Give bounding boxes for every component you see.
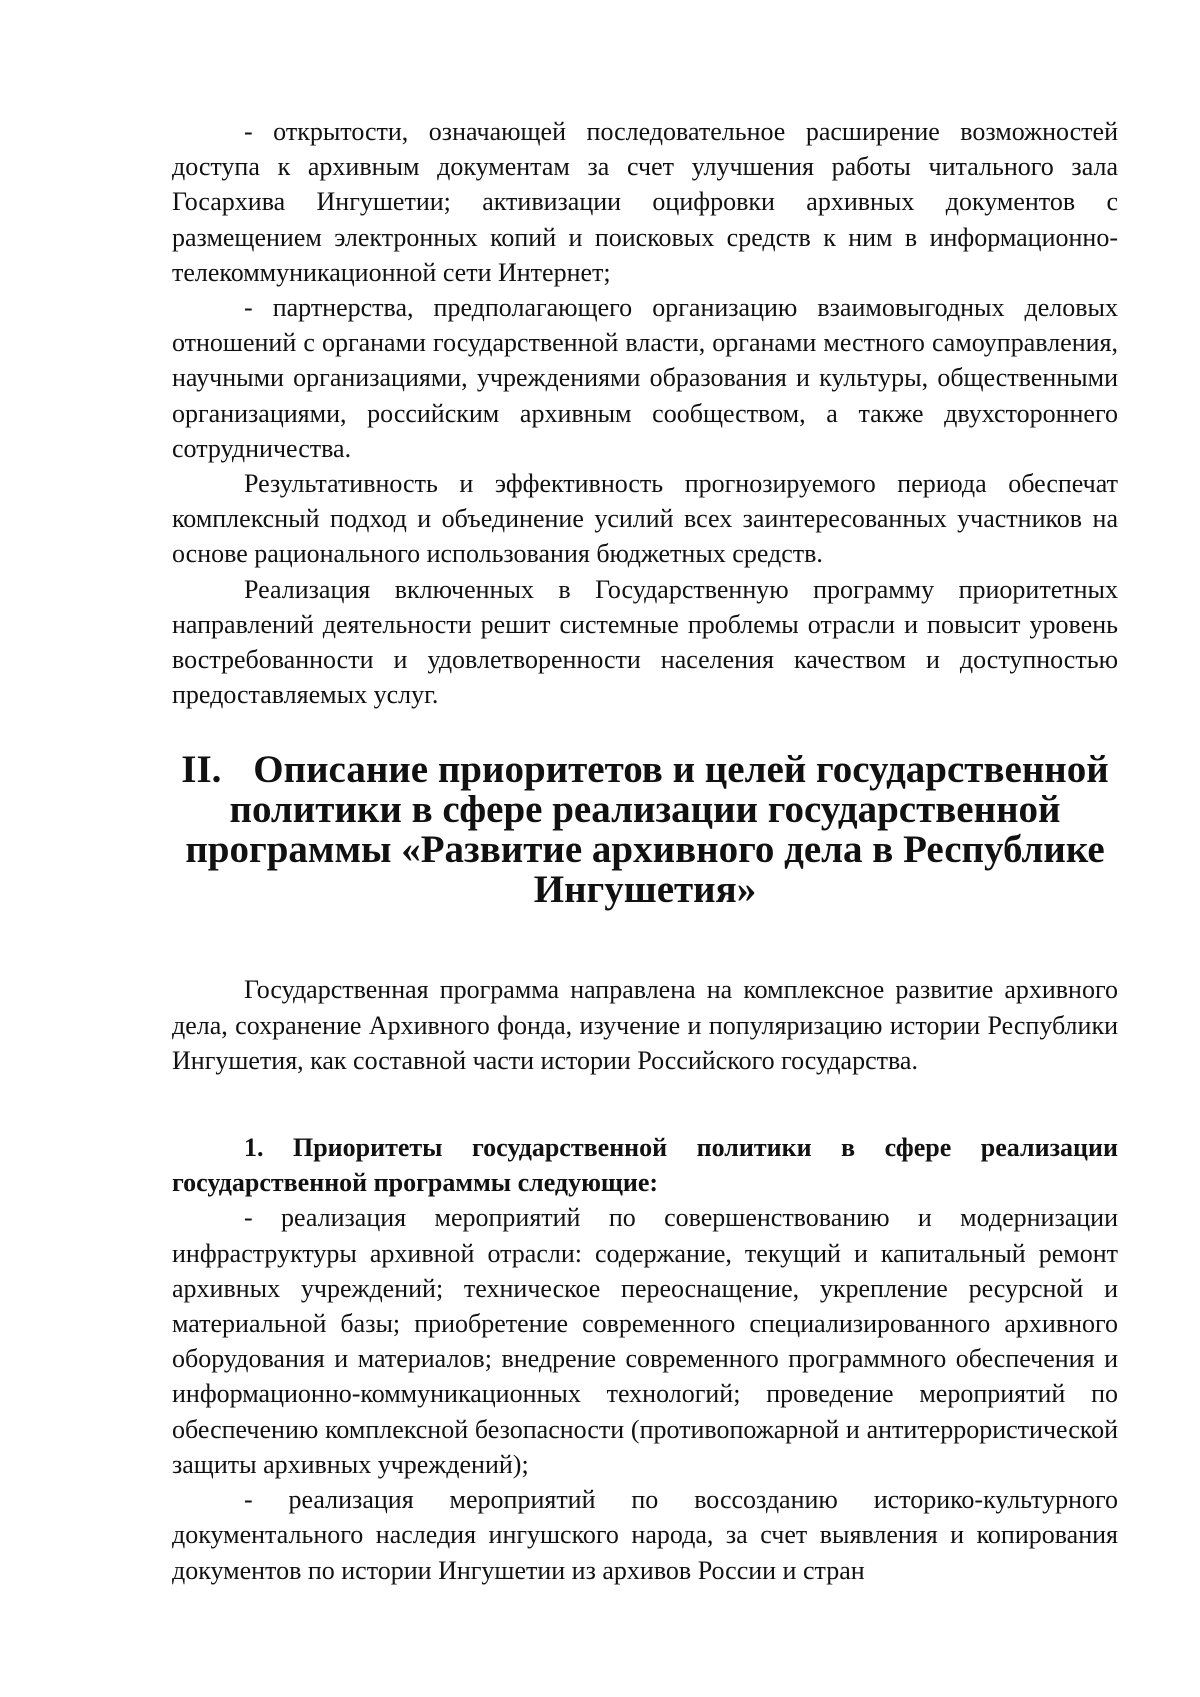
section-number: II. bbox=[181, 748, 222, 792]
paragraph-implementation: Реализация включенных в Государственную программу приоритетных направлений деятельности решит системные проблемы отрасли и повысит уровень востребованности и удовлетворенности населения качеством и доступностью предоставляемых услуг. bbox=[172, 574, 1118, 710]
paragraph-partnership: - партнерства, предполагающего организацию взаимовыгодных деловых отношений с органами государственной власти, органами местного самоуправления, научными организациями, учреждениями образования и культуры, общественными организациями, российским архивным сообществом, а также двухстороннего сотрудничества. bbox=[172, 293, 1118, 463]
subsection-heading: 1. Приоритеты государственной политики в сфере реализации государственной программы следующие: bbox=[172, 1133, 1118, 1198]
section-heading bbox=[172, 750, 1118, 910]
paragraph-heritage: - реализация мероприятий по воссозданию историко-культурного документального наследия ингушского народа, за счет выявления и копирования документов по истории Ингушетии из архивов России и стран bbox=[172, 1485, 1118, 1585]
section-title: Описание приоритетов и целей государственной политики в сфере реализации государственной программы «Развитие архивного дела в Республике Ингушетия» bbox=[185, 748, 1109, 912]
paragraph-openness: - открытости, означающей последовательное расширение возможностей доступа к архивным документам за счет улучшения работы читального зала Госархива Ингушетии; активизации оцифровки архивных документов с размещением электронных копий и поисковых средств к ним в информационно-телекоммуникационной сети Интернет; bbox=[172, 117, 1118, 287]
paragraph-program-intro: Государственная программа направлена на комплексное развитие архивного дела, сохранение Архивного фонда, изучение и популяризацию истории Республики Ингушетия, как составной части истории Российского государства. bbox=[172, 975, 1118, 1075]
paragraph-effectiveness: Результативность и эффективность прогнозируемого периода обеспечат комплексный подход и объединение усилий всех заинтересованных участников на основе рационального использования бюджетных средств. bbox=[172, 469, 1118, 569]
paragraph-infrastructure: - реализация мероприятий по совершенствованию и модернизации инфраструктуры архивной отрасли: содержание, текущий и капитальный ремонт архивных учреждений; техническое переоснащение, укрепление ресурсной и материальной базы; приобретение современного специализированного архивного оборудования и материалов; внедрение современного программного обеспечения и информационно-коммуникационных технологий; проведение мероприятий по обеспечению комплексной безопасности (противопожарной и антитеррористической защиты архивных учреждений); bbox=[172, 1203, 1118, 1479]
document-page bbox=[172, 114, 1118, 1588]
